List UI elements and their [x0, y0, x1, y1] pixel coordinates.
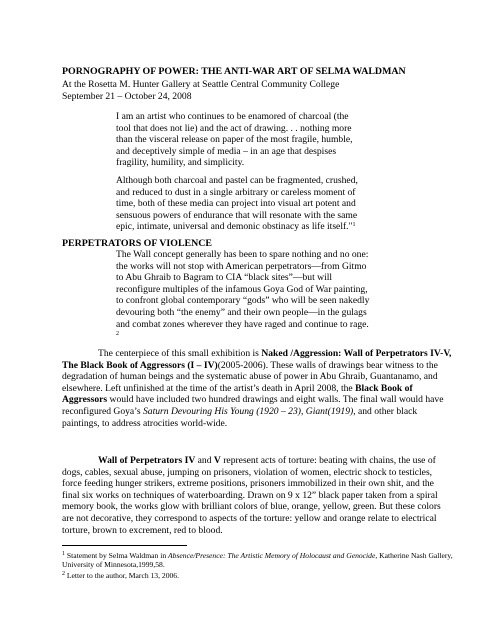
footnote-book-title: Absence/Presence: The Artistic Memory of Holocaust and Genocide	[168, 551, 376, 560]
footnote-ref-2: 2	[116, 331, 119, 338]
paragraph-text: The centerpiece of this small exhibition is	[98, 348, 262, 359]
quote-text: The Wall concept generally has been to spare nothing and no one: the works will not stop with American perpetrators—from Gitmo to Abu Ghraib to Bagram to CIA “black sites”—but will reconfigure multiples of the infamous Goya God of War painting, to confront global contemporary “gods” who will be seen nakedly devouring both “the enemy” and their own people—in the gulags and combat zones wherever they have raged and continue to rage.	[116, 249, 370, 330]
footnote-divider	[62, 545, 187, 546]
paragraph-text: represent acts of torture: beating with chains, the use of dogs, cables, sexual abuse, jumping on prisoners, violation of women, electric shock to testicles, force feeding hunger strikers, extreme positions, prisoners immobilized in their own shit, and the final six works on techniques of waterboarding. Drawn on 9 x 12” black paper taken from a spiral memory book, the works glow with brilliant colors of blue, orange, yellow, green. But these colors are not decorative, they correspond to aspects of the torture: yellow and orange relate to electrical torture, brown to excrement, red to blood.	[62, 455, 441, 536]
artwork-title: Naked /Aggression: Wall of Perpetrators IV-V, The Black Book of Aggressors (I – IV)	[62, 348, 452, 371]
artwork-title: Black Book of Aggressors	[62, 382, 413, 406]
body-paragraph-centerpiece	[62, 348, 453, 429]
paragraph-text: and	[195, 455, 214, 466]
paragraph-text: (1919)	[327, 405, 354, 417]
block-quote-pastel	[116, 175, 368, 233]
artwork-title: Saturn Devouring His Young	[143, 405, 254, 417]
paragraph-text: ,	[300, 405, 306, 417]
exhibition-venue: At the Rosetta M. Hunter Gallery at Seattle Central Community College	[62, 79, 340, 90]
footnote-1	[62, 551, 453, 569]
footnote-text: Letter to the author, March 13, 2006.	[65, 571, 179, 580]
section-heading: PERPETRATORS OF VIOLENCE	[62, 238, 212, 249]
block-quote-charcoal: I am an artist who continues to be enamored of charcoal (the tool that does not lie) and the act of drawing. . . nothing more than the visceral release on paper of the most fragile, humble, and deceptively simple of media – in an age that despises fragility, humility, and simplicity.	[116, 111, 353, 169]
artwork-title: V	[213, 455, 221, 466]
footnote-number: 2	[62, 571, 65, 577]
body-paragraph-torture	[62, 455, 453, 536]
paragraph-text: , and other black paintings, to address atrocities world-wide.	[62, 405, 418, 429]
footnote-2	[62, 571, 453, 580]
quote-text: Although both charcoal and pastel can be fragmented, crushed, and reduced to dust in a single arbitrary or careless moment of time, both of these media can project into visual art potent and sensuous powers of endurance that will resonate with the same epic, intimate, universal and demonic obstinacy as life itself."	[116, 175, 358, 233]
exhibition-dates: September 21 – October 24, 2008	[62, 91, 192, 102]
artwork-title: Giant	[305, 405, 328, 417]
paragraph-text: would have included two hundred drawings and eight walls. The final wall would have reconfigured Goya’s	[62, 394, 444, 417]
paragraph-text: (1920 – 23)	[253, 405, 301, 417]
footnote-text: , Katherine Nash Gallery, University of Minnesota,1999,58.	[62, 551, 453, 570]
block-quote-wall-concept	[116, 249, 372, 342]
paragraph-text: (2005-2006). These walls of drawings bear witness to the degradation of human beings and the systematic abuse of power in Abu Ghraib, Guantanamo, and elsewhere. Left unfinished at the time of the artist’s death in April 2008, the	[62, 359, 438, 394]
footnote-ref-1: 1	[352, 222, 356, 229]
document-title: PORNOGRAPHY OF POWER: THE ANTI-WAR ART OF SELMA WALDMAN	[62, 66, 406, 77]
artwork-title: Wall of Perpetrators IV	[98, 455, 196, 466]
footnote-number: 1	[62, 551, 65, 557]
footnote-text: Statement by Selma Waldman in	[65, 551, 169, 560]
